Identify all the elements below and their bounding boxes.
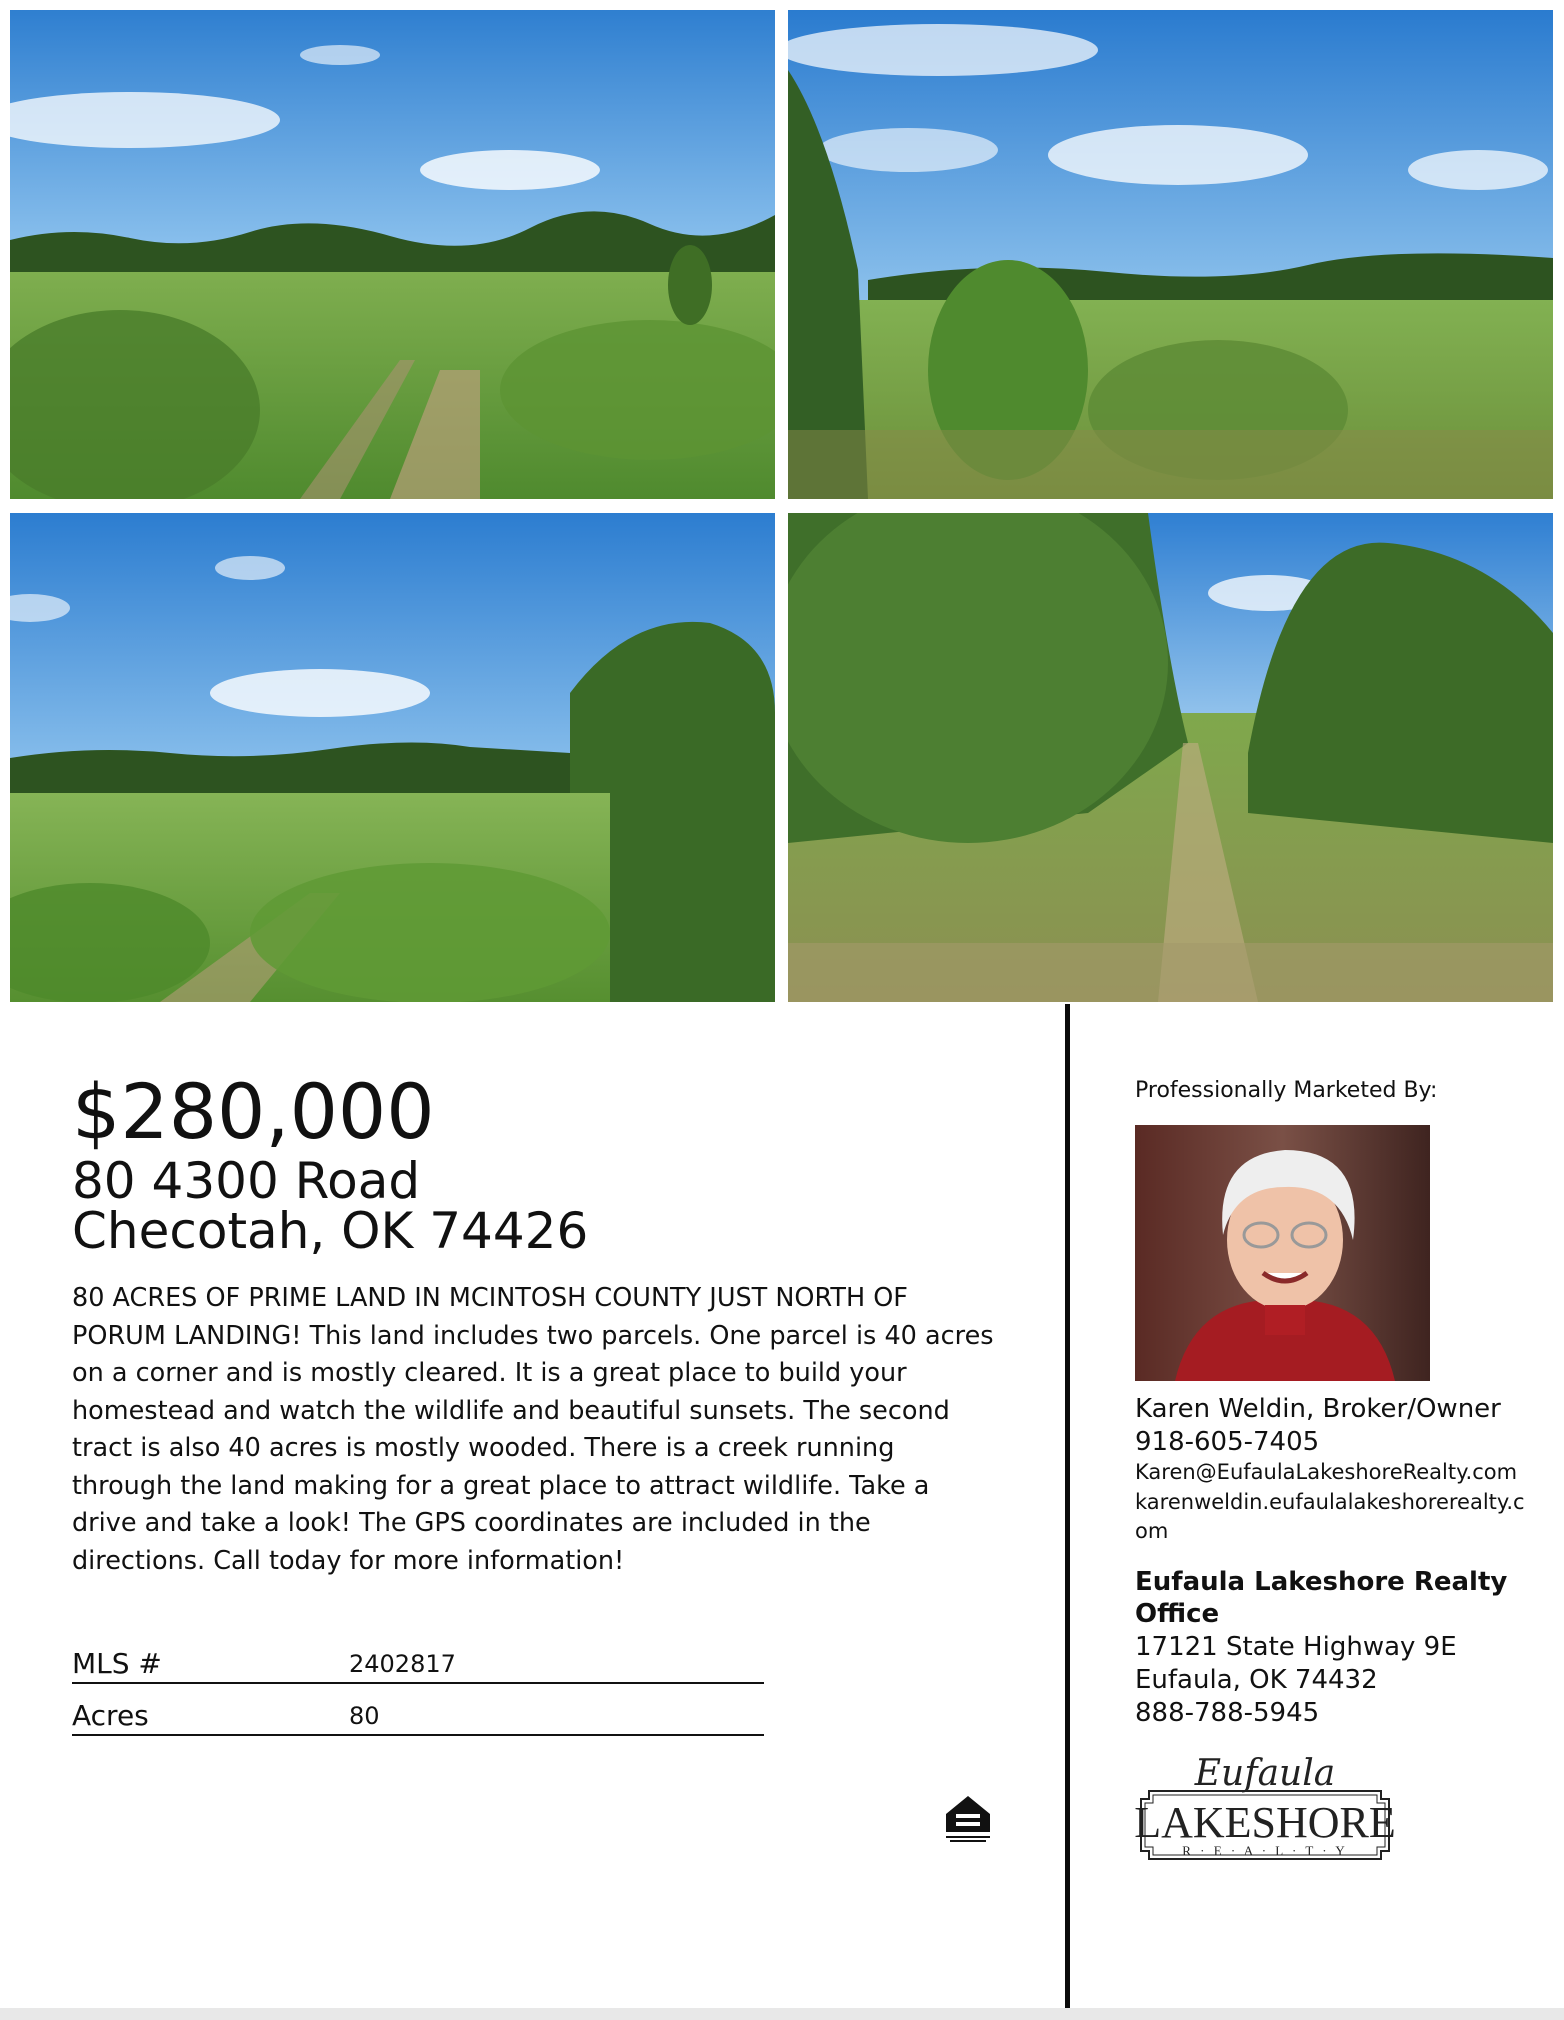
agent-website[interactable]: karenweldin.eufaulalakeshorerealty.com: [1135, 1490, 1525, 1543]
agent-photo: [1135, 1125, 1430, 1381]
office-phone[interactable]: 888-788-5945: [1135, 1698, 1320, 1728]
eufaula-lakeshore-realty-logo: [1135, 1755, 1395, 1867]
svg-text:Eufaula: Eufaula: [1194, 1755, 1336, 1794]
facts-value: 2402817: [349, 1650, 456, 1678]
agent-email[interactable]: Karen@EufaulaLakeshoreRealty.com: [1135, 1460, 1518, 1484]
listing-price: $280,000: [72, 1067, 435, 1156]
equal-housing-opportunity-icon: [942, 1792, 994, 1844]
agent-name: Karen Weldin, Broker/Owner: [1135, 1394, 1501, 1424]
address-line-2: Checotah, OK 74426: [72, 1202, 589, 1260]
property-photo-1[interactable]: [10, 10, 775, 499]
listing-description: 80 ACRES OF PRIME LAND IN MCINTOSH COUNTY JUST NORTH OF PORUM LANDING! This land includes two parcels. One parcel is 40 acres on a corner and is mostly cleared. It is a great place to build your homestead and watch the wildlife and beautiful sunsets. The second tract is also 40 acres is mostly wooded. There is a creek running through the land making for a great place to attract wildlife. Take a drive and take a look! The GPS coordinates are included in the directions. Call today for more information!: [72, 1283, 994, 1576]
address-line-1: 80 4300 Road: [72, 1152, 421, 1210]
property-photo-2[interactable]: [788, 10, 1553, 499]
property-photo-4[interactable]: [788, 513, 1553, 1002]
office-city: Eufaula, OK 74432: [1135, 1665, 1378, 1695]
svg-text:LAKESHORE: LAKESHORE: [1135, 1798, 1395, 1847]
agent-phone[interactable]: 918-605-7405: [1135, 1427, 1320, 1457]
vertical-divider: [1065, 1004, 1070, 2010]
facts-value: 80: [349, 1702, 380, 1730]
office-name: Eufaula Lakeshore Realty Office: [1135, 1567, 1508, 1629]
facts-label: MLS #: [72, 1647, 162, 1680]
facts-label: Acres: [72, 1699, 149, 1732]
property-photo-3[interactable]: [10, 513, 775, 1002]
office-address: 17121 State Highway 9E: [1135, 1632, 1457, 1662]
page-bottom-band: [0, 2008, 1564, 2020]
svg-text:R · E · A · L · T · Y: R · E · A · L · T · Y: [1182, 1843, 1348, 1858]
facts-row-acres: [72, 1684, 764, 1736]
marketed-by-label: Professionally Marketed By:: [1135, 1078, 1438, 1103]
facts-row-mls: [72, 1632, 764, 1684]
